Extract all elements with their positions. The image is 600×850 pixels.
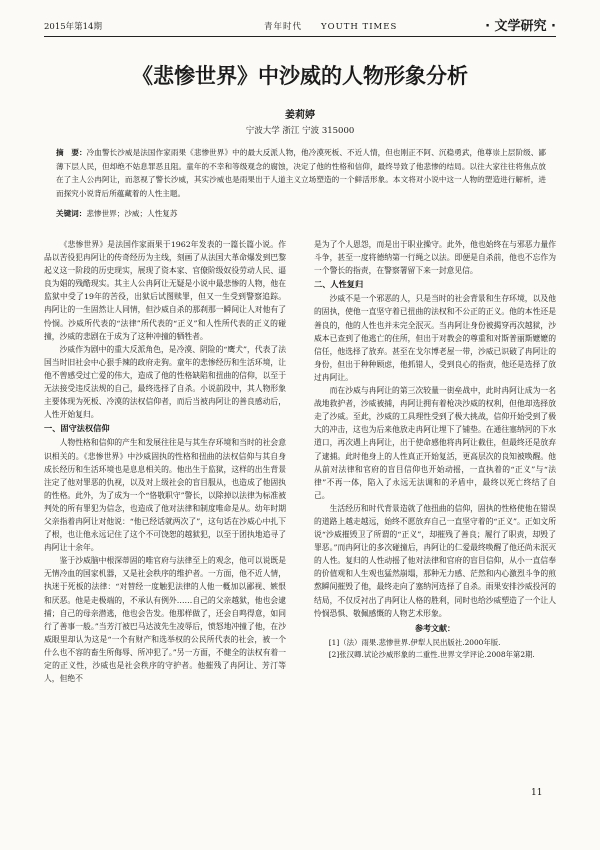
author-name: 姜莉婷: [285, 110, 315, 121]
keywords-label: 关键词：: [56, 209, 87, 218]
section-heading: 二、人性复归: [314, 279, 364, 290]
paragraph: 《悲惨世界》是法国作家雨果于1962年发表的一篇长篇小说。作品以苦役犯冉阿让的传奇经历为主线，刻画了从法国大革命爆发到巴黎起义这一阶段的历史现实，展现了资本家、官僚阶级奴役劳动人民、逼良为娼的残酷现实。其主人公冉阿让无疑是小说中最悲惨的人物，他在监狱中受了19年的苦役，出狱后试图赎罪，但又一生受到警察追踪。冉阿让的一生固然让人同情，但沙威自杀的那刹那一瞬间让人对他有了怜悯。沙威所代表的“法律”所代表的“正义”和人性所代表的正义的碰撞，沙威的悲剧在于成为了这种冲撞的牺牲者。: [44, 240, 286, 341]
page-number: 11: [531, 788, 543, 798]
paragraph: 鉴于沙威脑中根深蒂固的唯官府与法律至上的观念，他可以说既是无情冷血的国家机器，又是社会秩序的维护者。一方面，他不近人情，执迷于死板的法律：“对替经一度触犯法律的人他一概加以鄙视、嫉恨和厌恶。他是走极端的，不承认有例外……自己的父亲越狱，他也会逮捕；自己的母亲潜逃，他也会告发。他那样做了，还会自鸣得意，如同行了善事一般。”当芳汀被巴马达波先生凌辱后，愤怒地冲撞了他，在沙威眼里却认为这是“一个有财产和选举权的公民所代表的社会，被一个什么也不容的畜生所侮辱、所冲犯了。”另一方面，不健全的法权有着一定的正义性，沙威也是社会秩序的守护者。他摧残了冉阿让、芳汀等人，但绝不: [44, 556, 286, 684]
keywords-text: 悲惨世界；沙威；人性复苏: [86, 209, 178, 218]
author-affiliation: 宁波大学 浙江 宁波 315000: [245, 126, 355, 136]
references-heading: 参考文献：: [415, 623, 455, 633]
journal-name: 青年时代 YOUTH TIMES: [264, 22, 398, 32]
abstract-label: 摘 要：: [56, 148, 87, 157]
article-title: 《悲惨世界》中沙威的人物形象分析: [132, 63, 468, 88]
reference-item: [2]张汉卿.试论沙威形象的二重性.世界文学评论.2008年第2期.: [328, 649, 535, 659]
keywords: [56, 208, 546, 219]
paragraph: 沙威不是一个邪恶的人，只是当时的社会背景和生存环境，以及他的固执，使他一直坚守着已扭曲的法权和不公正的正义。他的本性还是善良的，他的人性也并未完全泯灭。当冉阿让身份被揭穿再次越狱，沙威本已查到了他逃亡的住所，但出于对教会的尊重和对斯普丽斯嬷嬷的信任，他选择了放弃。甚至在戈尔博老屋一带，沙威已识破了冉阿让的身份，但出于种种顾虑，他抓错人，受到良心的指责，他还是选择了放过冉阿让。: [314, 294, 556, 382]
paragraph: 沙威作为剧中的重大反派角色，是冷漠、阴险的“鹰犬”，代表了法国当时旧社会中心狠手辣的政府走狗。童年的悲惨经历和生活环境，让他不曾感受过亡爱的伟大，造成了他的性格缺陷和扭曲的信仰，以至于无法接受违反法规的自己，最终选择了自杀。小说前段中，其人物形象主要体现为死板、冷漠的法权信仰者，而后当被冉阿让的善良感动后，人性开始复归。: [44, 344, 286, 420]
section-heading: 一、固守法权信仰: [44, 423, 110, 434]
issue-label: 2015年第14期: [44, 22, 102, 32]
paragraph: 而在沙威与冉阿让的第三次较量一街垒战中，此时冉阿让成为一名战地救护者，沙威被捕，冉阿让拥有着枪决沙威的权利，但他却选择放走了沙威。至此，沙威的工具理性受到了极大挑战，信仰开始受到了极大的冲击，这也为后来他放走冉阿让埋下了铺垫。在通往塞纳河的下水道口，再次遇上冉阿让，出于使命感他将冉阿让截住，但最终还是放弃了逮捕。此时他身上的人性真正开始复活，更高层次的良知被唤醒。他从前对法律和官府的盲目信仰也开始动摇，一直执着的“正义”与“法律”不再一体，陷入了永远无法调和的矛盾中，最终以死亡终结了自己。: [314, 386, 556, 500]
header-rule: [44, 36, 556, 37]
abstract: [56, 146, 546, 200]
running-header: [44, 14, 556, 36]
reference-item: [1]（法）雨果.悲惨世界.伊犁人民出版社.2000年版.: [328, 637, 501, 647]
abstract-text: 冷血警长沙威是法国作家雨果《悲惨世界》中的最大反派人物，他冷漠死板、不近人情，但也刚正不阿、沉稳勇武，他尊崇上层阶级、鄙薄下层人民，但却绝不姑息罪恶且阻。童年的不幸和等级观念的腐蚀，决定了他的性格和信仰，最终导致了他悲惨的结局。以往大家往往将焦点放在了主人公冉阿让，而忽视了警长沙威，其实沙威也是雨果出于人道主义立场塑造的一个鲜活形象。本文将对小说中这一人物的塑造进行解析，进而探究小说背后所蕴藏着的人性主题。: [56, 148, 547, 198]
left-column: [44, 238, 286, 685]
paragraph: 人物性格和信仰的产生和发展往往是与其生存环境和当时的社会意识相关的。《悲惨世界》中沙威固执的性格和扭曲的法权信仰与其自身成长经历和生活环境也是息息相关的。他出生于监狱，这样的出生背景注定了他对罪恶的仇视，以及对上级社会的盲目服从，也造成了他固执的性格。此外，为了成为一个“恪敬职守”警长，以除掉以法律为标准被判处的所有罪犯为信念，也造成了他对法律和制度唯命是从。幼年时期父亲指着冉阿让对他说：“他已经话就两次了”，这句话在沙威心中扎下了根，也让他永远记住了这个不可饶恕的越狱犯，以至于团执地追寻了冉阿让十余年。: [44, 438, 286, 553]
section-label: · 文学研究 ·: [485, 19, 556, 34]
right-column: [314, 238, 556, 661]
paragraph: 是为了个人恩怨，而是出于职业操守。此外，他也始终在与邪恶力量作斗争，甚至一度将德纳第一行绳之以法。即便是自杀前，他也不忘作为一个警长的指责，在警察署留下来一封意见信。: [314, 240, 556, 276]
paragraph: 生活经历和时代背景造就了他扭曲的信仰，固执的性格使他在错误的道路上越走越远，始终不愿放弃自己一直坚守着的“正义”。正如文所说“沙威摧毁卫了所谓的“正义”，却摧残了善良；履行了职责，却毁了罪恶。”而冉阿让的多次碰撞后，冉阿让的仁爱最终唤醒了他还尚未泯灭的人性。复归的人性动摇了他对法律和官府的盲目信仰，从小一直信奉的价值观和人生观也猛然崩塌，那种无力感、茫然和内心激烈斗争的煎熬瞬间摧毁了他，最终走向了塞纳河选择了自杀。雨果安排沙威投河的结局，不仅反衬出了冉阿让人格的胜利，同时也给沙威塑造了一个让人怜悯恐惧、敬佩感慨的人物艺术形象。: [314, 503, 556, 618]
